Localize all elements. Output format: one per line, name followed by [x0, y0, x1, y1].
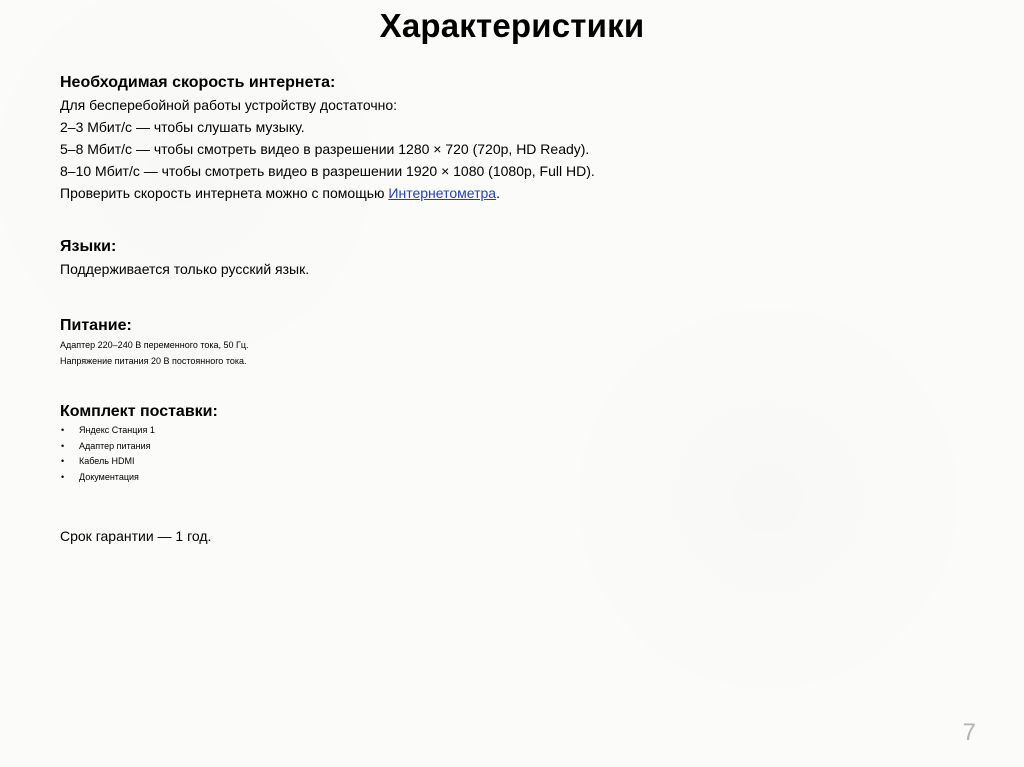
- list-item-label: Адаптер питания: [79, 440, 151, 451]
- internet-speed-check-prefix: Проверить скорость интернета можно с помощью: [60, 185, 389, 201]
- list-item: [60, 470, 218, 486]
- section-internet-speed: [60, 72, 595, 204]
- power-heading: Питание:: [60, 317, 132, 334]
- bullet-icon: •: [61, 471, 65, 482]
- package-contents-list: [60, 423, 218, 485]
- warranty-text: Срок гарантии — 1 год.: [60, 528, 212, 544]
- page-number: 7: [962, 719, 976, 746]
- internet-speed-1080p: 8–10 Мбит/с — чтобы смотреть видео в разрешении 1920 × 1080 (1080p, Full HD).: [60, 163, 595, 179]
- bullet-icon: •: [61, 425, 65, 435]
- list-item-label: Кабель HDMI: [79, 456, 135, 466]
- package-contents-heading: Комплект поставки:: [60, 403, 218, 420]
- power-adapter-text: Адаптер 220–240 В переменного тока, 50 Гц.: [60, 340, 249, 350]
- internetometer-link[interactable]: Интернетометра: [388, 185, 497, 201]
- internet-speed-check: [60, 182, 595, 204]
- power-voltage-text: Напряжение питания 20 В постоянного тока.: [60, 356, 247, 366]
- internet-speed-intro: Для бесперебойной работы устройству достаточно:: [60, 97, 398, 113]
- internet-speed-heading: Необходимая скорость интернета:: [60, 74, 336, 91]
- list-item-label: Яндекс Станция 1: [79, 425, 155, 435]
- list-item: [60, 439, 218, 455]
- internet-speed-check-suffix: .: [496, 185, 500, 201]
- bullet-icon: •: [61, 440, 65, 451]
- languages-text: Поддерживается только русский язык.: [60, 261, 310, 277]
- slide-title: Характеристики: [379, 7, 645, 44]
- section-languages: [60, 236, 309, 280]
- internet-speed-720p: 5–8 Мбит/с — чтобы смотреть видео в разрешении 1280 × 720 (720p, HD Ready).: [60, 141, 590, 157]
- internet-speed-music: 2–3 Мбит/с — чтобы слушать музыку.: [60, 119, 305, 135]
- section-package-contents: [60, 401, 218, 485]
- section-power: [60, 315, 249, 369]
- bullet-icon: •: [61, 456, 65, 466]
- languages-heading: Языки:: [60, 238, 117, 255]
- list-item: [60, 454, 218, 470]
- section-warranty: [60, 525, 211, 547]
- list-item: [60, 423, 218, 439]
- list-item-label: Документация: [79, 471, 139, 482]
